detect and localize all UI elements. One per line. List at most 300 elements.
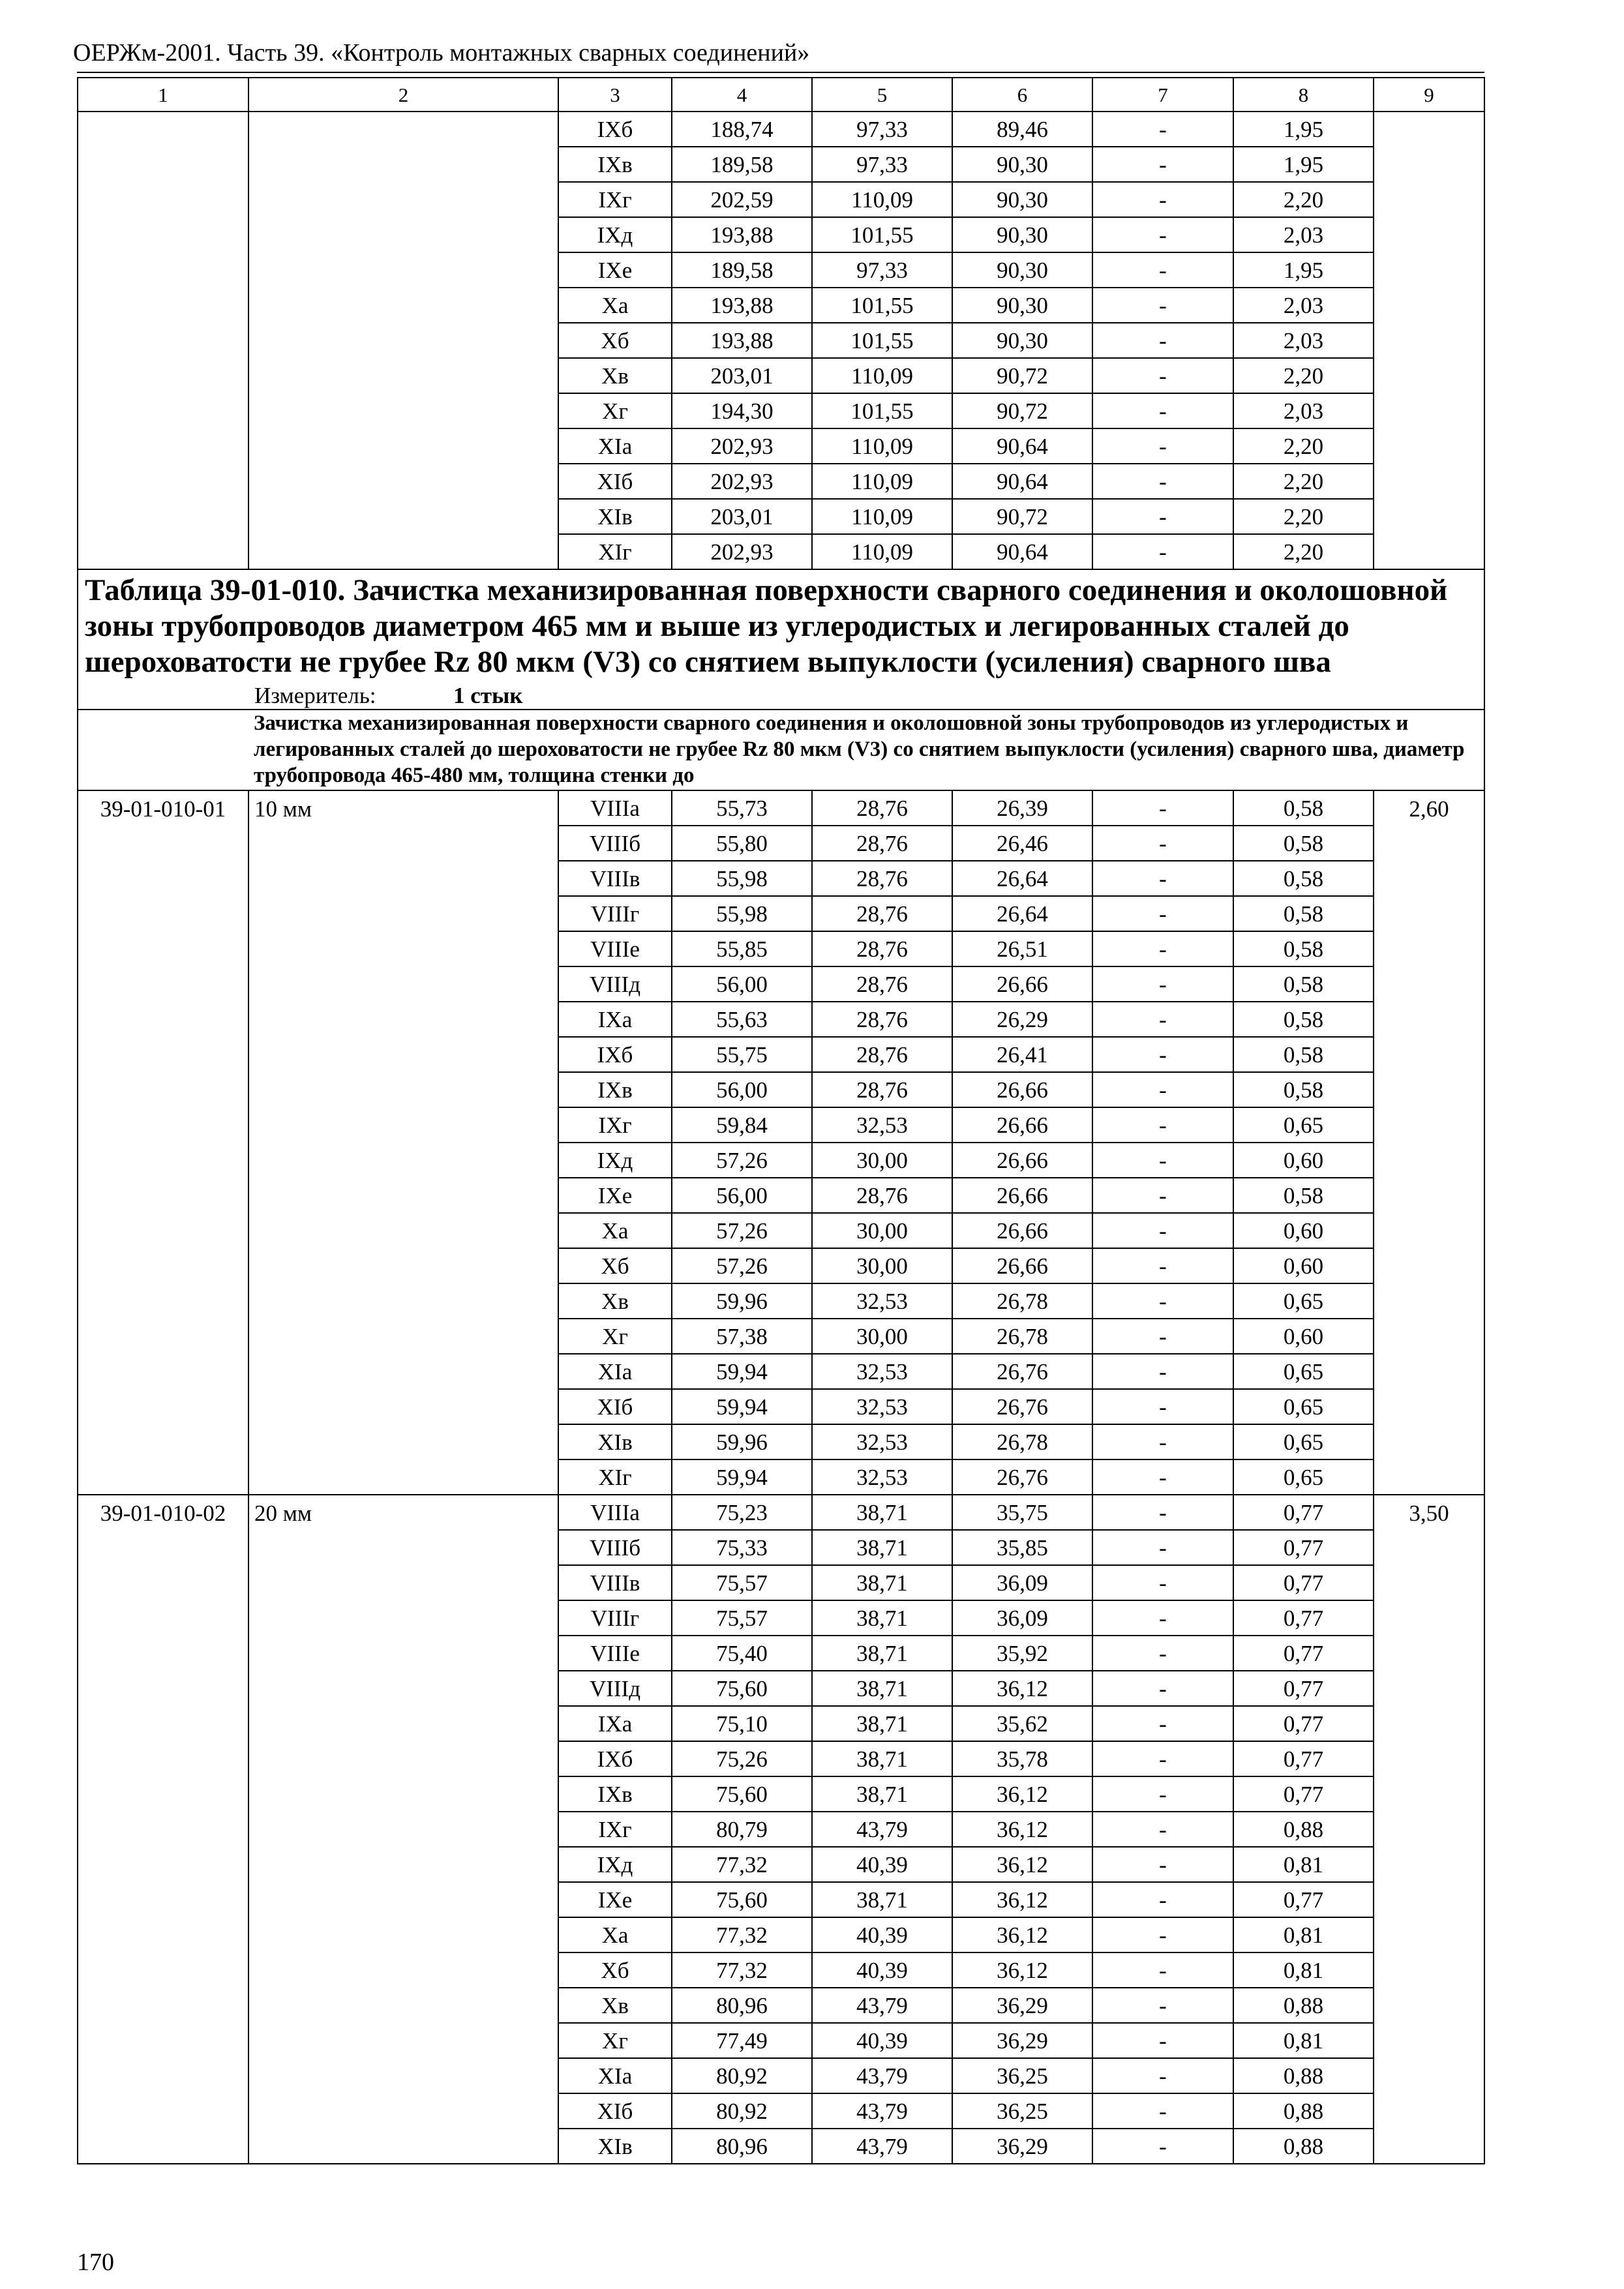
table-cell: - <box>1092 1389 1233 1424</box>
table-cell: 110,09 <box>812 464 952 499</box>
column-number: 6 <box>952 78 1092 112</box>
table-cell: 26,51 <box>952 931 1092 966</box>
table-cell: - <box>1092 499 1233 534</box>
table-cell: 2,20 <box>1233 428 1374 464</box>
rates-table <box>77 77 1485 2164</box>
table-cell: 36,12 <box>952 1776 1092 1812</box>
description-row <box>78 710 1484 790</box>
table-cell: 35,78 <box>952 1741 1092 1776</box>
table-cell: IXв <box>558 1072 672 1107</box>
table-cell: 110,09 <box>812 499 952 534</box>
table-cell: 2,20 <box>1233 182 1374 217</box>
table-cell: 0,65 <box>1233 1283 1374 1319</box>
table-cell: 0,81 <box>1233 1952 1374 1988</box>
table-cell: Xв <box>558 358 672 393</box>
table-cell: 38,71 <box>812 1636 952 1671</box>
table-cell: 57,26 <box>672 1248 812 1283</box>
table-cell: 97,33 <box>812 112 952 147</box>
table-cell: 203,01 <box>672 358 812 393</box>
table-cell: 2,03 <box>1233 217 1374 252</box>
table-cell: 32,53 <box>812 1424 952 1459</box>
table-cell: XIв <box>558 499 672 534</box>
table-cell: 1,95 <box>1233 112 1374 147</box>
table-cell: 57,26 <box>672 1143 812 1178</box>
table-cell: 28,76 <box>812 931 952 966</box>
rate-code: 39-01-010-01 <box>78 790 248 1495</box>
table-cell: 202,93 <box>672 464 812 499</box>
table-cell: 28,76 <box>812 1002 952 1037</box>
table-cell: 36,09 <box>952 1600 1092 1636</box>
table-cell: 0,88 <box>1233 2129 1374 2164</box>
table-cell: 0,58 <box>1233 1037 1374 1072</box>
table-cell: XIб <box>558 1389 672 1424</box>
column-number: 9 <box>1374 78 1484 112</box>
table-cell: Xб <box>558 1248 672 1283</box>
table-cell: 40,39 <box>812 1847 952 1882</box>
table-cell: IXг <box>558 1107 672 1143</box>
table-cell: 0,58 <box>1233 790 1374 826</box>
column-number: 4 <box>672 78 812 112</box>
table-cell: - <box>1092 1636 1233 1671</box>
table-cell: 80,96 <box>672 1988 812 2023</box>
column-number-row <box>78 78 1484 112</box>
table-cell: XIв <box>558 1424 672 1459</box>
table-cell: VIIIа <box>558 790 672 826</box>
title-row <box>78 569 1484 710</box>
table-cell: 26,76 <box>952 1459 1092 1495</box>
table-cell: XIг <box>558 1459 672 1495</box>
table-cell: IXв <box>558 147 672 182</box>
table-cell: 30,00 <box>812 1319 952 1354</box>
table-cell: - <box>1092 1812 1233 1847</box>
table-cell: 0,88 <box>1233 2093 1374 2129</box>
table-cell: 28,76 <box>812 896 952 931</box>
table-cell: - <box>1092 358 1233 393</box>
table-cell: - <box>1092 112 1233 147</box>
table-cell: 97,33 <box>812 147 952 182</box>
table-cell: 0,81 <box>1233 2023 1374 2058</box>
table-cell: 40,39 <box>812 1917 952 1952</box>
table-cell: 202,93 <box>672 534 812 569</box>
table-cell: 38,71 <box>812 1882 952 1917</box>
table-cell: - <box>1092 1495 1233 1530</box>
table-cell: 2,20 <box>1233 534 1374 569</box>
table-cell: 0,65 <box>1233 1459 1374 1495</box>
table-cell: 35,92 <box>952 1636 1092 1671</box>
table-cell: 26,66 <box>952 1107 1092 1143</box>
table-cell: 26,66 <box>952 1072 1092 1107</box>
table-cell: VIIIд <box>558 966 672 1002</box>
table-cell: 203,01 <box>672 499 812 534</box>
table-cell: 36,12 <box>952 1671 1092 1706</box>
table-cell: 28,76 <box>812 861 952 896</box>
table-cell: 43,79 <box>812 2058 952 2093</box>
table-row <box>78 1495 1484 1530</box>
table-cell: 0,60 <box>1233 1213 1374 1248</box>
table-cell: - <box>1092 896 1233 931</box>
table-cell: 101,55 <box>812 393 952 428</box>
table-cell: Xв <box>558 1988 672 2023</box>
table-cell: 0,60 <box>1233 1143 1374 1178</box>
table-cell: 90,72 <box>952 358 1092 393</box>
table-cell: 90,30 <box>952 182 1092 217</box>
table-cell: XIа <box>558 428 672 464</box>
table-cell: Xа <box>558 1213 672 1248</box>
table-cell: 75,57 <box>672 1565 812 1600</box>
table-cell: 77,32 <box>672 1917 812 1952</box>
table-cell: 0,88 <box>1233 1812 1374 1847</box>
table-cell: IXа <box>558 1706 672 1741</box>
table-cell: 77,32 <box>672 1952 812 1988</box>
table-cell: IXг <box>558 182 672 217</box>
table-cell: 101,55 <box>812 288 952 323</box>
table-cell: 0,77 <box>1233 1671 1374 1706</box>
table-cell: - <box>1092 1143 1233 1178</box>
table-cell: - <box>1092 1988 1233 2023</box>
table-cell: 36,25 <box>952 2093 1092 2129</box>
table-cell: 193,88 <box>672 323 812 358</box>
table-cell: 80,96 <box>672 2129 812 2164</box>
table-cell: 28,76 <box>812 790 952 826</box>
column-number: 3 <box>558 78 672 112</box>
table-cell: 40,39 <box>812 1952 952 1988</box>
table-cell: 0,77 <box>1233 1495 1374 1530</box>
table-cell: 55,98 <box>672 896 812 931</box>
table-cell: 26,46 <box>952 826 1092 861</box>
measure-label: Измеритель: <box>254 683 376 708</box>
table-cell: 28,76 <box>812 826 952 861</box>
table-cell: 43,79 <box>812 1812 952 1847</box>
table-cell: 0,77 <box>1233 1706 1374 1741</box>
rate-column-9: 2,60 <box>1374 790 1484 1495</box>
table-cell: 90,30 <box>952 147 1092 182</box>
table-cell: 189,58 <box>672 147 812 182</box>
table-cell: 56,00 <box>672 1178 812 1213</box>
description-spacer <box>78 710 248 790</box>
table-cell: 59,94 <box>672 1459 812 1495</box>
table-cell: - <box>1092 1354 1233 1389</box>
table-cell: 38,71 <box>812 1495 952 1530</box>
table-cell: 75,60 <box>672 1776 812 1812</box>
table-cell: 0,58 <box>1233 826 1374 861</box>
table-cell: 43,79 <box>812 1988 952 2023</box>
table-cell: 0,77 <box>1233 1741 1374 1776</box>
table-cell: - <box>1092 1319 1233 1354</box>
table-cell: - <box>1092 1600 1233 1636</box>
table-cell: 75,26 <box>672 1741 812 1776</box>
table-cell: 1,95 <box>1233 252 1374 288</box>
table-cell: 59,84 <box>672 1107 812 1143</box>
table-cell: 77,49 <box>672 2023 812 2058</box>
table-cell: 0,81 <box>1233 1847 1374 1882</box>
table-cell: 110,09 <box>812 358 952 393</box>
table-cell: - <box>1092 1952 1233 1988</box>
table-cell: 193,88 <box>672 217 812 252</box>
table-cell: 75,60 <box>672 1882 812 1917</box>
table-cell: 0,81 <box>1233 1917 1374 1952</box>
table-cell: 0,77 <box>1233 1565 1374 1600</box>
table-cell: 26,78 <box>952 1283 1092 1319</box>
table-cell: XIб <box>558 2093 672 2129</box>
table-cell: 38,71 <box>812 1706 952 1741</box>
table-cell: - <box>1092 931 1233 966</box>
table-cell: 26,66 <box>952 966 1092 1002</box>
table-cell: 55,80 <box>672 826 812 861</box>
table-cell: IXб <box>558 112 672 147</box>
param-cell <box>248 112 558 569</box>
table-cell: 36,12 <box>952 1847 1092 1882</box>
table-row <box>78 112 1484 147</box>
table-cell: 26,76 <box>952 1389 1092 1424</box>
table-cell: 55,75 <box>672 1037 812 1072</box>
table-cell: Xб <box>558 323 672 358</box>
table-cell: 26,41 <box>952 1037 1092 1072</box>
table-cell: - <box>1092 790 1233 826</box>
table-cell: IXа <box>558 1002 672 1037</box>
table-cell: XIг <box>558 534 672 569</box>
table-cell: 1,95 <box>1233 147 1374 182</box>
table-cell: 110,09 <box>812 428 952 464</box>
table-cell: 89,46 <box>952 112 1092 147</box>
table-cell: Xв <box>558 1283 672 1319</box>
table-cell: 56,00 <box>672 1072 812 1107</box>
table-cell: - <box>1092 217 1233 252</box>
table-cell: 90,30 <box>952 217 1092 252</box>
table-cell: - <box>1092 1882 1233 1917</box>
table-cell: 26,64 <box>952 896 1092 931</box>
column-number: 5 <box>812 78 952 112</box>
measure-value: 1 стык <box>453 683 523 708</box>
table-cell: 202,59 <box>672 182 812 217</box>
table-cell: VIIIд <box>558 1671 672 1706</box>
table-cell: 75,33 <box>672 1530 812 1565</box>
table-cell: 26,29 <box>952 1002 1092 1037</box>
table-cell: 90,64 <box>952 428 1092 464</box>
table-cell: Xг <box>558 1319 672 1354</box>
table-cell: 36,29 <box>952 2023 1092 2058</box>
table-cell: 32,53 <box>812 1283 952 1319</box>
table-cell: Xг <box>558 2023 672 2058</box>
table-cell: - <box>1092 1565 1233 1600</box>
table-cell: 36,29 <box>952 2129 1092 2164</box>
table-cell: VIIIе <box>558 1636 672 1671</box>
table-cell: 57,38 <box>672 1319 812 1354</box>
table-cell: 28,76 <box>812 1072 952 1107</box>
table-cell: - <box>1092 1037 1233 1072</box>
table-cell: VIIIв <box>558 1565 672 1600</box>
table-cell: 38,71 <box>812 1530 952 1565</box>
page-number: 170 <box>77 2249 114 2276</box>
table-cell: IXе <box>558 1178 672 1213</box>
table-cell: 90,64 <box>952 534 1092 569</box>
table-cell: - <box>1092 1847 1233 1882</box>
table-cell: 55,98 <box>672 861 812 896</box>
wall-thickness: 10 мм <box>248 790 558 1495</box>
table-cell: XIа <box>558 2058 672 2093</box>
table-cell: IXе <box>558 1882 672 1917</box>
table-cell: 40,39 <box>812 2023 952 2058</box>
table-cell: 36,29 <box>952 1988 1092 2023</box>
table-cell: 38,71 <box>812 1671 952 1706</box>
table-cell: 26,64 <box>952 861 1092 896</box>
table-cell: 194,30 <box>672 393 812 428</box>
table-cell: 32,53 <box>812 1389 952 1424</box>
table-cell: 55,85 <box>672 931 812 966</box>
table-cell: - <box>1092 1706 1233 1741</box>
table-cell: 55,63 <box>672 1002 812 1037</box>
table-cell: 0,88 <box>1233 1988 1374 2023</box>
table-row <box>78 790 1484 826</box>
table-cell: 32,53 <box>812 1459 952 1495</box>
rate-column-9: 3,50 <box>1374 1495 1484 2164</box>
table-cell: 193,88 <box>672 288 812 323</box>
table-cell: VIIIг <box>558 1600 672 1636</box>
table-cell: - <box>1092 428 1233 464</box>
table-cell: 35,75 <box>952 1495 1092 1530</box>
table-cell: IXб <box>558 1741 672 1776</box>
table-cell: 38,71 <box>812 1565 952 1600</box>
table-cell: 0,77 <box>1233 1530 1374 1565</box>
table-cell: VIIIе <box>558 931 672 966</box>
table-cell: 75,23 <box>672 1495 812 1530</box>
table-cell: - <box>1092 323 1233 358</box>
table-cell: 28,76 <box>812 1037 952 1072</box>
table-cell: 26,78 <box>952 1424 1092 1459</box>
table-cell: 188,74 <box>672 112 812 147</box>
page-header: ОЕРЖм-2001. Часть 39. «Контроль монтажных сварных соединений» <box>73 39 810 67</box>
table-cell: 28,76 <box>812 966 952 1002</box>
table-cell: 77,32 <box>672 1847 812 1882</box>
table-cell: 75,57 <box>672 1600 812 1636</box>
table-cell: VIIIв <box>558 861 672 896</box>
table-title: Таблица 39-01-010. Зачистка механизированная поверхности сварного соединения и околошовной зоны трубопроводов диаметром 465 мм и выше из углеродистых и легированных сталей до шероховатости не грубее Rz 80 мкм (V3) со снятием выпуклости (усиления) сварного шва <box>85 573 1448 679</box>
table-cell: - <box>1092 1248 1233 1283</box>
table-cell: 38,71 <box>812 1600 952 1636</box>
table-cell: - <box>1092 1107 1233 1143</box>
table-cell: 0,77 <box>1233 1600 1374 1636</box>
table-cell: 2,20 <box>1233 464 1374 499</box>
table-cell: 36,25 <box>952 2058 1092 2093</box>
measure-row <box>85 683 1477 709</box>
table-cell: - <box>1092 1424 1233 1459</box>
table-cell: 0,65 <box>1233 1354 1374 1389</box>
table-cell: XIб <box>558 464 672 499</box>
table-cell: 0,58 <box>1233 966 1374 1002</box>
table-cell: 26,66 <box>952 1178 1092 1213</box>
table-cell: - <box>1092 1072 1233 1107</box>
rate-code: 39-01-010-02 <box>78 1495 248 2164</box>
table-cell: VIIIг <box>558 896 672 931</box>
table-cell: 0,58 <box>1233 896 1374 931</box>
table-cell: 30,00 <box>812 1213 952 1248</box>
table-cell: IXб <box>558 1037 672 1072</box>
table-cell: 80,92 <box>672 2093 812 2129</box>
table-cell: - <box>1092 1741 1233 1776</box>
header-rule <box>77 72 1484 73</box>
description-text: Зачистка механизированная поверхности сварного соединения и околошовной зоны трубопроводов из углеродистых и легированных сталей до шероховатости не грубее Rz 80 мкм (V3) со снятием выпуклости (усиления) сварного шва, диаметр трубопровода 465-480 мм, толщина стенки до <box>248 710 1484 790</box>
table-cell: 36,12 <box>952 1882 1092 1917</box>
table-cell: 2,03 <box>1233 288 1374 323</box>
table-cell: - <box>1092 1776 1233 1812</box>
table-cell: 75,10 <box>672 1706 812 1741</box>
table-cell: XIв <box>558 2129 672 2164</box>
table-cell: - <box>1092 2023 1233 2058</box>
table-cell: - <box>1092 1213 1233 1248</box>
table-cell: 56,00 <box>672 966 812 1002</box>
table-cell: 26,66 <box>952 1143 1092 1178</box>
table-body <box>78 78 1484 2164</box>
table-cell: IXд <box>558 1847 672 1882</box>
table-cell: 0,60 <box>1233 1319 1374 1354</box>
table-cell: IXд <box>558 217 672 252</box>
table-cell: 90,72 <box>952 499 1092 534</box>
table-cell: - <box>1092 147 1233 182</box>
table-cell: - <box>1092 2058 1233 2093</box>
table-cell: XIа <box>558 1354 672 1389</box>
table-title-cell <box>78 569 1484 710</box>
table-cell: 59,96 <box>672 1283 812 1319</box>
table-cell: 0,58 <box>1233 1072 1374 1107</box>
table-cell: - <box>1092 182 1233 217</box>
table-cell: - <box>1092 2129 1233 2164</box>
table-cell: 35,85 <box>952 1530 1092 1565</box>
table-cell: - <box>1092 1530 1233 1565</box>
table-cell: 0,77 <box>1233 1636 1374 1671</box>
table-cell: 0,58 <box>1233 931 1374 966</box>
table-cell: - <box>1092 1002 1233 1037</box>
table-cell: - <box>1092 534 1233 569</box>
table-cell: VIIIб <box>558 826 672 861</box>
table-cell: 36,12 <box>952 1812 1092 1847</box>
table-cell: 2,20 <box>1233 358 1374 393</box>
table-cell: 26,39 <box>952 790 1092 826</box>
table-cell: 26,78 <box>952 1319 1092 1354</box>
table-cell: 43,79 <box>812 2129 952 2164</box>
table-cell: 59,96 <box>672 1424 812 1459</box>
table-cell: 75,40 <box>672 1636 812 1671</box>
table-cell: 90,64 <box>952 464 1092 499</box>
table-cell: 90,30 <box>952 288 1092 323</box>
table-cell: 26,66 <box>952 1213 1092 1248</box>
table-cell: 97,33 <box>812 252 952 288</box>
table-cell: 32,53 <box>812 1354 952 1389</box>
table-cell: 35,62 <box>952 1706 1092 1741</box>
table-cell: 26,76 <box>952 1354 1092 1389</box>
table-cell: 30,00 <box>812 1143 952 1178</box>
table-cell: VIIIб <box>558 1530 672 1565</box>
table-cell: 0,60 <box>1233 1248 1374 1283</box>
table-cell: 2,03 <box>1233 393 1374 428</box>
table-cell: 0,88 <box>1233 2058 1374 2093</box>
table-cell: 75,60 <box>672 1671 812 1706</box>
table-cell: - <box>1092 966 1233 1002</box>
rate-cell <box>1374 112 1484 569</box>
table-cell: 0,58 <box>1233 1002 1374 1037</box>
table-cell: - <box>1092 464 1233 499</box>
table-cell: 0,65 <box>1233 1389 1374 1424</box>
table-cell: Xг <box>558 393 672 428</box>
table-cell: 59,94 <box>672 1354 812 1389</box>
table-cell: Xа <box>558 1917 672 1952</box>
table-cell: 0,77 <box>1233 1882 1374 1917</box>
table-cell: - <box>1092 1917 1233 1952</box>
code-cell <box>78 112 248 569</box>
wall-thickness: 20 мм <box>248 1495 558 2164</box>
table-cell: 36,12 <box>952 1952 1092 1988</box>
table-cell: - <box>1092 1283 1233 1319</box>
table-cell: 36,09 <box>952 1565 1092 1600</box>
column-number: 8 <box>1233 78 1374 112</box>
